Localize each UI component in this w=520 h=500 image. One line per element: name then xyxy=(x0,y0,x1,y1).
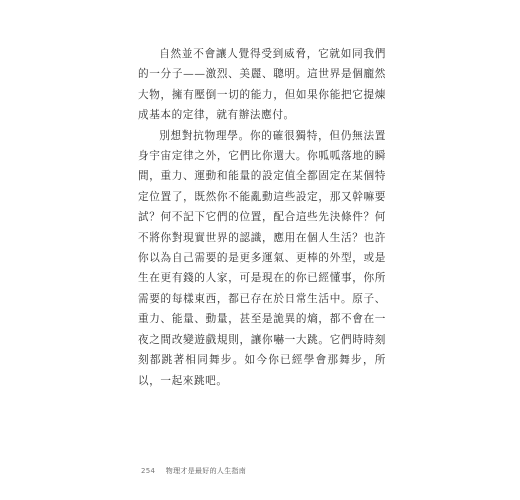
paragraph-1: 自然並不會讓人覺得受到威脅，它就如同我們的一分子——激烈、美麗、聰明。這世界是個龐然大物，擁有壓倒一切的能力，但如果你能把它提煉成基本的定律，就有辦法應付。 xyxy=(138,48,386,122)
page-number: 254 xyxy=(141,467,156,475)
page-footer xyxy=(141,466,246,476)
running-title: 物理才是最好的人生指南 xyxy=(165,467,247,475)
body-text xyxy=(138,44,386,391)
paragraph-2: 別想對抗物理學。你的確很獨特，但仍無法置身宇宙定律之外，它們比你還大。你呱呱落地的瞬間，重力、運動和能量的設定值全都固定在某個特定位置了，既然你不能亂動這些設定，那又幹嘛要試？何不記下它們的位置，配合這些先決條件？何不將你對現實世界的認識，應用在個人生活？也許你以為自己需要的是更多運氣、更棒的外型，或是生在更有錢的人家，可是現在的你已經懂事，你所需要的每樣東西，都已存在於日常生活中。原子、重力、能量、動量，甚至是詭異的熵，都不會在一夜之間改變遊戲規則，讓你嚇一大跳。它們時時刻刻都跳著相同舞步。如今你已經學會那舞步，所以，一起來跳吧。 xyxy=(138,129,386,387)
